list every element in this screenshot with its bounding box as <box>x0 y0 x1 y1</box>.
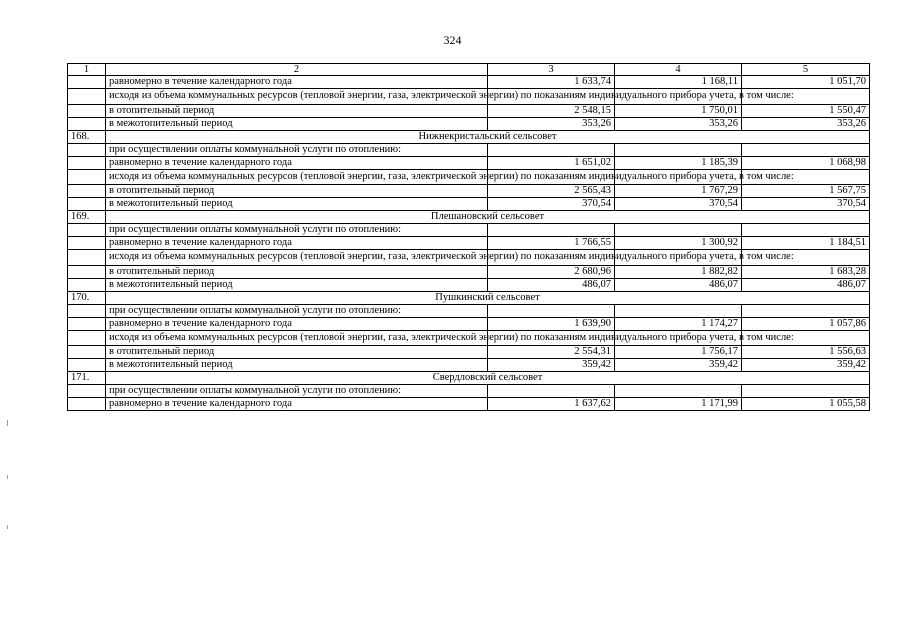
table-header-row <box>68 64 870 76</box>
empty-cell <box>488 304 615 317</box>
empty-cell <box>68 278 106 291</box>
value-col3: 2 548,15 <box>488 104 615 117</box>
value-col4: 1 168,11 <box>615 76 742 89</box>
value-col4: 486,07 <box>615 278 742 291</box>
row-number: 171. <box>68 372 106 385</box>
section-title: Нижнекристальский сельсовет <box>106 130 870 143</box>
value-col4: 1 750,01 <box>615 104 742 117</box>
row-label: исходя из объема коммунальных ресурсов (тепловой энергии, газа, электрической энергии) по показаниям индивидуального прибора учета, в том числе: <box>106 330 488 346</box>
value-col4: 1 174,27 <box>615 317 742 330</box>
value-col5: 1 550,47 <box>742 104 870 117</box>
value-col5: 486,07 <box>742 278 870 291</box>
row-number: 169. <box>68 211 106 224</box>
table-row <box>68 330 870 346</box>
table-row <box>68 169 870 185</box>
value-col4: 353,26 <box>615 117 742 130</box>
row-label: в отопительный период <box>106 185 488 198</box>
empty-cell <box>615 385 742 398</box>
value-col5: 1 556,63 <box>742 346 870 359</box>
empty-cell <box>68 250 106 266</box>
value-col3: 359,42 <box>488 359 615 372</box>
value-col5: 353,26 <box>742 117 870 130</box>
empty-cell <box>68 104 106 117</box>
tariff-table <box>67 63 870 411</box>
value-col3: 1 639,90 <box>488 317 615 330</box>
empty-cell <box>68 224 106 237</box>
table-row <box>68 104 870 117</box>
empty-cell <box>68 304 106 317</box>
section-title: Пушкинский сельсовет <box>106 291 870 304</box>
table-row <box>68 117 870 130</box>
value-col4: 1 185,39 <box>615 156 742 169</box>
table-row <box>68 304 870 317</box>
empty-cell <box>488 385 615 398</box>
table-row <box>68 265 870 278</box>
column-header: 1 <box>68 64 106 76</box>
empty-cell <box>68 76 106 89</box>
row-label: при осуществлении оплаты коммунальной услуги по отоплению: <box>106 304 488 317</box>
value-col3: 2 554,31 <box>488 346 615 359</box>
column-header: 4 <box>615 64 742 76</box>
empty-cell <box>68 398 106 411</box>
table-row <box>68 198 870 211</box>
value-col3: 486,07 <box>488 278 615 291</box>
table-row <box>68 224 870 237</box>
value-col4: 370,54 <box>615 198 742 211</box>
table-row <box>68 185 870 198</box>
value-col3: 1 633,74 <box>488 76 615 89</box>
table-row <box>68 156 870 169</box>
value-col5: 1 055,58 <box>742 398 870 411</box>
empty-cell <box>615 304 742 317</box>
empty-cell <box>68 185 106 198</box>
empty-cell <box>615 224 742 237</box>
row-label: в межотопительный период <box>106 117 488 130</box>
table-row <box>68 237 870 250</box>
value-col4: 1 756,17 <box>615 346 742 359</box>
row-label: при осуществлении оплаты коммунальной услуги по отоплению: <box>106 385 488 398</box>
empty-cell <box>68 156 106 169</box>
row-label: равномерно в течение календарного года <box>106 156 488 169</box>
empty-cell <box>742 304 870 317</box>
empty-cell <box>68 330 106 346</box>
value-col3: 1 651,02 <box>488 156 615 169</box>
row-label: в межотопительный период <box>106 359 488 372</box>
row-label: в отопительный период <box>106 346 488 359</box>
row-number: 170. <box>68 291 106 304</box>
column-header: 2 <box>106 64 488 76</box>
row-label: в отопительный период <box>106 104 488 117</box>
value-col5: 1 683,28 <box>742 265 870 278</box>
tariff-table-body <box>68 64 870 411</box>
margin-mark <box>7 525 8 529</box>
margin-mark <box>7 475 8 479</box>
section-row <box>68 291 870 304</box>
value-col3: 370,54 <box>488 198 615 211</box>
empty-cell <box>488 224 615 237</box>
empty-cell <box>68 317 106 330</box>
empty-cell <box>742 385 870 398</box>
row-label: равномерно в течение календарного года <box>106 237 488 250</box>
table-row <box>68 398 870 411</box>
empty-cell <box>68 237 106 250</box>
table-row <box>68 76 870 89</box>
value-col4: 1 300,92 <box>615 237 742 250</box>
row-label: при осуществлении оплаты коммунальной услуги по отоплению: <box>106 143 488 156</box>
table-row <box>68 89 870 105</box>
table-row <box>68 250 870 266</box>
value-col3: 1 766,55 <box>488 237 615 250</box>
empty-cell <box>68 117 106 130</box>
row-label: равномерно в течение календарного года <box>106 317 488 330</box>
empty-cell <box>488 143 615 156</box>
table-row <box>68 143 870 156</box>
value-col5: 1 184,51 <box>742 237 870 250</box>
row-number: 168. <box>68 130 106 143</box>
value-col5: 1 057,86 <box>742 317 870 330</box>
table-row <box>68 359 870 372</box>
value-col4: 359,42 <box>615 359 742 372</box>
value-col4: 1 171,99 <box>615 398 742 411</box>
row-label: в межотопительный период <box>106 278 488 291</box>
value-col3: 353,26 <box>488 117 615 130</box>
value-col5: 1 051,70 <box>742 76 870 89</box>
row-label: исходя из объема коммунальных ресурсов (тепловой энергии, газа, электрической энергии) по показаниям индивидуального прибора учета, в том числе: <box>106 250 488 266</box>
empty-cell <box>68 89 106 105</box>
page-number: 324 <box>443 33 462 47</box>
row-label: равномерно в течение календарного года <box>106 398 488 411</box>
section-title: Свердловский сельсовет <box>106 372 870 385</box>
empty-cell <box>742 224 870 237</box>
value-col4: 1 882,82 <box>615 265 742 278</box>
section-title: Плешановский сельсовет <box>106 211 870 224</box>
value-col5: 1 567,75 <box>742 185 870 198</box>
table-row <box>68 278 870 291</box>
value-col5: 370,54 <box>742 198 870 211</box>
empty-cell <box>68 143 106 156</box>
value-col3: 2 565,43 <box>488 185 615 198</box>
column-header: 5 <box>742 64 870 76</box>
row-label: исходя из объема коммунальных ресурсов (тепловой энергии, газа, электрической энергии) по показаниям индивидуального прибора учета, в том числе: <box>106 89 488 105</box>
row-label: в отопительный период <box>106 265 488 278</box>
section-row <box>68 372 870 385</box>
empty-cell <box>615 143 742 156</box>
row-label: исходя из объема коммунальных ресурсов (тепловой энергии, газа, электрической энергии) по показаниям индивидуального прибора учета, в том числе: <box>106 169 488 185</box>
empty-cell <box>742 143 870 156</box>
row-label: равномерно в течение календарного года <box>106 76 488 89</box>
value-col4: 1 767,29 <box>615 185 742 198</box>
table-row <box>68 385 870 398</box>
section-row <box>68 211 870 224</box>
table-row <box>68 346 870 359</box>
empty-cell <box>68 265 106 278</box>
empty-cell <box>68 169 106 185</box>
column-header: 3 <box>488 64 615 76</box>
row-label: при осуществлении оплаты коммунальной услуги по отоплению: <box>106 224 488 237</box>
empty-cell <box>68 385 106 398</box>
section-row <box>68 130 870 143</box>
value-col5: 359,42 <box>742 359 870 372</box>
value-col3: 1 637,62 <box>488 398 615 411</box>
empty-cell <box>68 198 106 211</box>
row-label: в межотопительный период <box>106 198 488 211</box>
empty-cell <box>68 346 106 359</box>
empty-cell <box>68 359 106 372</box>
value-col5: 1 068,98 <box>742 156 870 169</box>
value-col3: 2 680,96 <box>488 265 615 278</box>
table-row <box>68 317 870 330</box>
margin-mark <box>7 420 8 426</box>
